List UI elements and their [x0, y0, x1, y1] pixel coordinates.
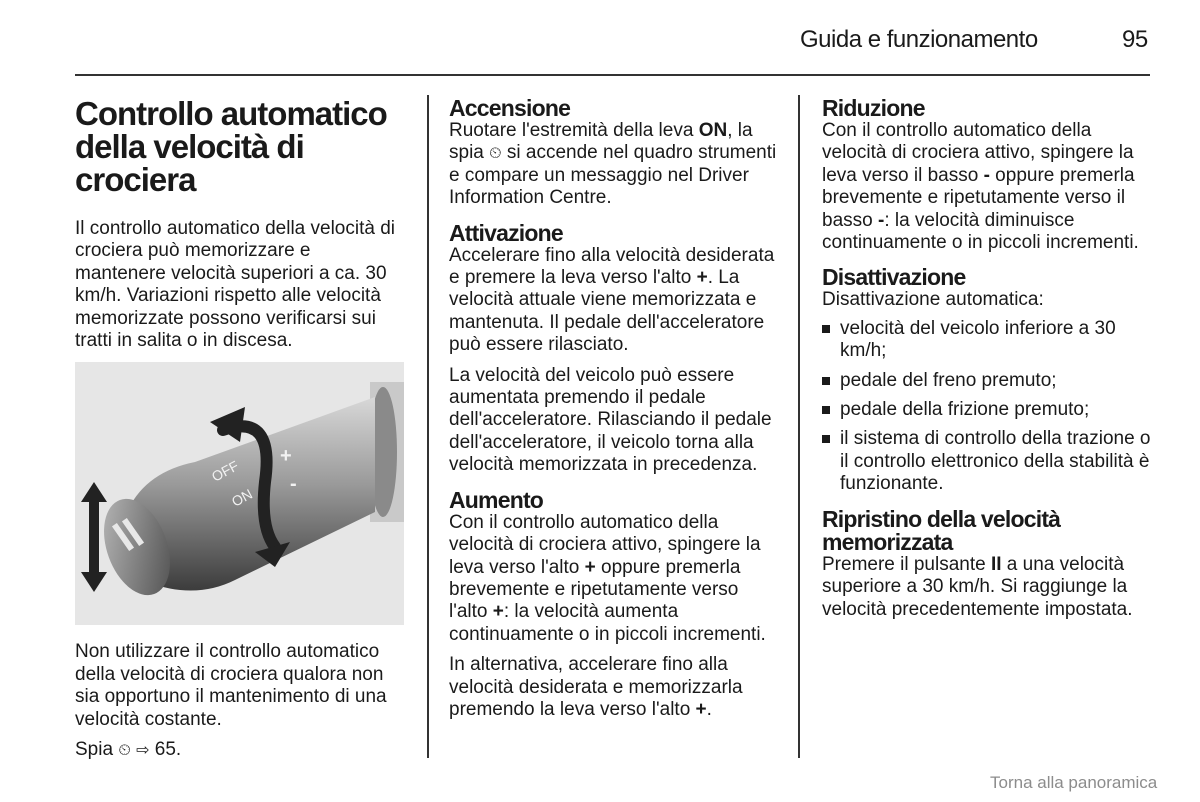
ref-page-link[interactable]: 65. [154, 739, 182, 761]
accensione-paragraph [449, 120, 779, 210]
list-item [822, 370, 1152, 392]
column-divider-1 [427, 95, 429, 758]
text-run: Premere il pulsante [822, 553, 991, 575]
plus-symbol: + [492, 601, 504, 623]
ref-prefix: Spia [75, 739, 114, 761]
minus-symbol: - [877, 209, 885, 231]
text-run: oppure premerla brevemente e ripetutamente verso il basso [822, 164, 1135, 231]
column-3 [822, 97, 1152, 633]
section-ripristino [822, 505, 1152, 621]
list-item [822, 428, 1152, 495]
push-arrow-down [81, 572, 107, 592]
resume-button-symbol: II [990, 553, 1002, 575]
page-reference-arrow-icon: ⇨ [136, 740, 150, 760]
push-arrow-icon [89, 497, 99, 577]
section-disattivazione [822, 266, 1152, 495]
plus-symbol: + [696, 267, 708, 289]
text-run: a una velocità superiore a 30 km/h. Si raggiunge la velocità precedentemente impostata. [822, 553, 1133, 620]
lever-illustration [75, 362, 404, 625]
list-item-text: pedale della frizione premuto; [840, 399, 1090, 421]
list-item-text: velocità del veicolo inferiore a 30 km/h; [840, 317, 1116, 362]
text-run: Accelerare fino alla velocità desiderata e premere la leva verso l'alto [449, 244, 775, 289]
push-arrow-up [81, 482, 107, 502]
text-run: . [706, 698, 712, 720]
bullet-icon [822, 377, 830, 385]
disattivazione-list [822, 318, 1152, 496]
bullet-icon [822, 406, 830, 414]
plus-label: + [280, 445, 292, 468]
list-item-text: il sistema di controllo della trazione o il controllo elettronico della stabilità è funzionante. [840, 428, 1151, 495]
running-header-title: Guida e funzionamento [800, 26, 1038, 53]
header-rule [75, 74, 1150, 76]
aumento-paragraph-2 [449, 654, 779, 721]
attivazione-paragraph-1 [449, 245, 779, 357]
off-label: OFF [208, 457, 242, 486]
text-run: Con il controllo automatico della velocità di crociera attivo, spingere la leva verso il basso [822, 120, 1134, 186]
cruise-control-lever-figure [75, 362, 404, 625]
rotate-arrow-head-top [210, 407, 245, 442]
text-run: In alternativa, accelerare fino alla velocità desiderata e memorizzarla premendo la leva verso l'alto [449, 654, 743, 720]
column-1 [75, 97, 405, 769]
text-run: : la velocità aumenta continuamente o in piccoli incrementi. [449, 601, 766, 645]
heading-accensione: Accensione [449, 95, 571, 121]
section-accensione [449, 97, 779, 210]
intro-paragraph: Il controllo automatico della velocità di crociera può memorizzare e mantenere velocità superiori a ca. 30 km/h. Variazioni rispetto alle velocità memorizzate possono verificarsi sui tratti in salita o in discesa. [75, 218, 396, 352]
on-label: ON [228, 486, 255, 511]
text-run: oppure premerla brevemente e ripetutamente verso l'alto [449, 556, 741, 623]
on-keyword: ON [698, 120, 728, 141]
section-riduzione [822, 97, 1152, 254]
ripristino-paragraph [822, 554, 1152, 621]
heading-ripristino: Ripristino della velocità memorizzata [822, 505, 1061, 555]
page-number: 95 [1122, 26, 1148, 53]
text-run: . La velocità attuale viene memorizzata e mantenuta. Il pedale dell'acceleratore può essere rilasciato. [449, 267, 765, 356]
column-divider-2 [798, 95, 800, 758]
text-run: Con il controllo automatico della velocità di crociera attivo, spingere la leva verso l'alto [449, 511, 761, 578]
heading-aumento: Aumento [449, 486, 544, 513]
warning-paragraph: Non utilizzare il controllo automatico della velocità di crociera qualora non sia opportuno il mantenimento di una velocità costante. [75, 641, 387, 730]
minus-label: - [290, 473, 297, 496]
heading-disattivazione: Disattivazione [822, 264, 966, 291]
cruise-control-indicator-icon: ⏲ [118, 740, 131, 760]
heading-riduzione: Riduzione [822, 95, 925, 121]
plus-symbol: + [695, 698, 707, 720]
cruise-control-indicator-icon: ⏲ [489, 143, 502, 163]
bullet-icon [822, 325, 830, 333]
riduzione-paragraph [822, 120, 1152, 254]
heading-attivazione: Attivazione [449, 219, 563, 246]
column-2 [449, 97, 779, 733]
text-run: , la spia [449, 120, 753, 164]
plus-symbol: + [584, 556, 596, 578]
section-attivazione [449, 219, 779, 477]
attivazione-paragraph-2: La velocità del veicolo può essere aumentata premendo il pedale dell'acceleratore. Rilasciando il pedale dell'acceleratore, il veicolo torna alla velocità memorizzata in precedenza. [449, 364, 772, 476]
bullet-icon [822, 435, 830, 443]
list-item-text: pedale del freno premuto; [840, 369, 1057, 391]
list-item [822, 318, 1152, 363]
list-item [822, 399, 1152, 421]
text-run: : la velocità diminuisce continuamente o in piccoli incrementi. [822, 209, 1139, 254]
disattivazione-intro: Disattivazione automatica: [822, 289, 1044, 311]
text-run: si accende nel quadro strumenti e compare un messaggio nel Driver Information Centre. [449, 142, 777, 209]
text-run: Ruotare l'estremità della leva [449, 120, 699, 141]
cross-reference [75, 739, 405, 761]
section-aumento [449, 486, 779, 722]
page-title: Controllo automatico della velocità di crociera [75, 95, 387, 198]
minus-symbol: - [983, 164, 990, 186]
back-to-overview-link[interactable]: Torna alla panoramica [990, 773, 1158, 792]
aumento-paragraph-1 [449, 512, 779, 646]
